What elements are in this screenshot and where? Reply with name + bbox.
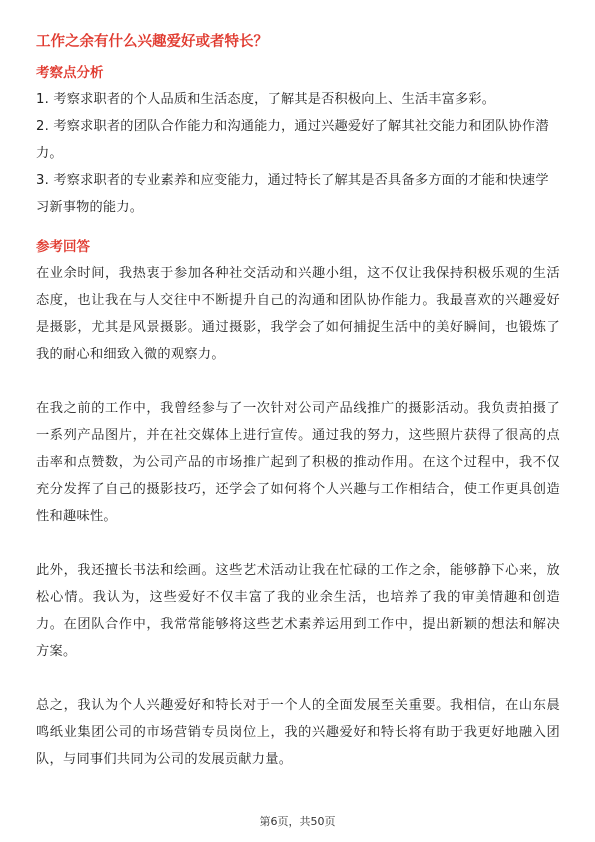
analysis-point-2: 2. 考察求职者的团队合作能力和沟通能力，通过兴趣爱好了解其社交能力和团队协作潜力。 (36, 119, 549, 161)
answer-section-title: 参考回答 (36, 239, 90, 255)
page-number-footer: 第6页，共50页 (259, 815, 336, 828)
analysis-point-3: 3. 考察求职者的专业素养和应变能力，通过特长了解其是否具备多方面的才能和快速学习新事物的能力。 (36, 173, 549, 215)
analysis-points (36, 86, 560, 221)
answer-paragraph-4: 总之，我认为个人兴趣爱好和特长对于一个人的全面发展至关重要。我相信，在山东晨鸣纸业集团公司的市场营销专员岗位上，我的兴趣爱好和特长将有助于我更好地融入团队，与同事们共同为公司的发展贡献力量。 (36, 698, 560, 767)
question-heading: 工作之余有什么兴趣爱好或者特长？ (36, 34, 268, 50)
answer-paragraph-3: 此外，我还擅长书法和绘画。这些艺术活动让我在忙碌的工作之余，能够静下心来，放松心情。我认为，这些爱好不仅丰富了我的业余生活，也培养了我的审美情趣和创造力。在团队合作中，我常常能够将这些艺术素养运用到工作中，提出新颖的想法和解决方案。 (36, 563, 560, 659)
analysis-point-1: 1. 考察求职者的个人品质和生活态度，了解其是否积极向上、生活丰富多彩。 (36, 92, 496, 107)
answer-paragraph-1: 在业余时间，我热衷于参加各种社交活动和兴趣小组，这不仅让我保持积极乐观的生活态度，也让我在与人交往中不断提升自己的沟通和团队协作能力。我最喜欢的兴趣爱好是摄影，尤其是风景摄影。通过摄影，我学会了如何捕捉生活中的美好瞬间，也锻炼了我的耐心和细致入微的观察力。 (36, 266, 560, 362)
analysis-section-title: 考察点分析 (36, 65, 104, 81)
answer-paragraph-2: 在我之前的工作中，我曾经参与了一次针对公司产品线推广的摄影活动。我负责拍摄了一系列产品图片，并在社交媒体上进行宣传。通过我的努力，这些照片获得了很高的点击率和点赞数，为公司产品的市场推广起到了积极的推动作用。在这个过程中，我不仅充分发挥了自己的摄影技巧，还学会了如何将个人兴趣与工作相结合，使工作更具创造性和趣味性。 (36, 401, 560, 524)
answer-body (36, 260, 560, 800)
